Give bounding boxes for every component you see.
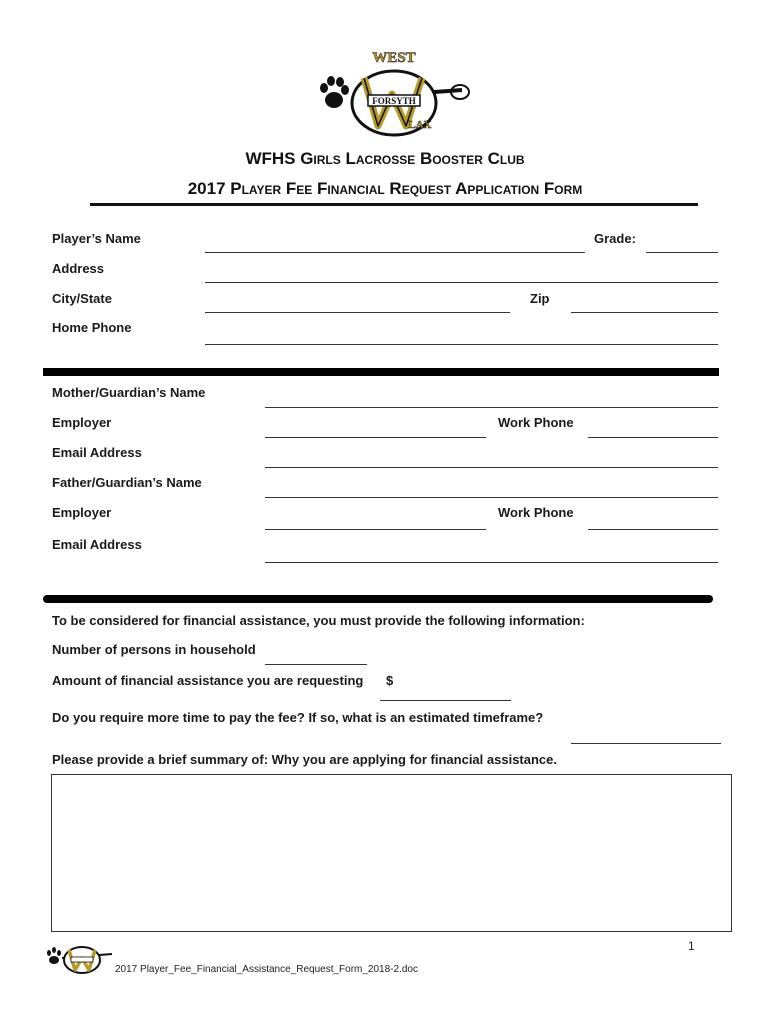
- employer-1-label: Employer: [52, 415, 112, 430]
- form-title-line1: WFHS Girls Lacrosse Booster Club: [245, 149, 525, 168]
- address-label: Address: [52, 261, 105, 276]
- section-divider: [43, 368, 719, 376]
- email-address-2-field[interactable]: [265, 562, 718, 563]
- home-phone-label: Home Phone: [52, 320, 132, 335]
- mother-guardian-name-field[interactable]: [265, 407, 718, 408]
- dollar-sign: $: [386, 673, 394, 688]
- work-phone-2-label: Work Phone: [498, 505, 574, 520]
- page-number: 1: [688, 939, 695, 953]
- email-address-2-label: Email Address: [52, 537, 142, 552]
- footer-logo-graphic: [44, 936, 116, 976]
- players-name-field[interactable]: [205, 252, 585, 253]
- summary-prompt: Please provide a brief summary of: Why you are applying for financial assistance.: [52, 752, 557, 767]
- household-size-label: Number of persons in household: [52, 642, 256, 657]
- players-name-label: Player’s Name: [52, 231, 141, 246]
- section-divider: [43, 595, 713, 603]
- grade-field[interactable]: [646, 252, 718, 253]
- father-guardian-name-field[interactable]: [265, 497, 718, 498]
- form-title-line2: 2017 Player Fee Financial Request Application Form: [187, 179, 583, 198]
- summary-textbox[interactable]: [51, 774, 732, 932]
- mother-guardian-name-label: Mother/Guardian’s Name: [52, 385, 206, 400]
- address-field[interactable]: [205, 282, 718, 283]
- employer-2-field[interactable]: [265, 529, 486, 530]
- employer-1-field[interactable]: [265, 437, 486, 438]
- work-phone-2-field[interactable]: [588, 529, 718, 530]
- email-address-1-label: Email Address: [52, 445, 142, 460]
- logo-arc-text: WEST: [372, 50, 416, 66]
- title-underline: [90, 203, 698, 206]
- work-phone-1-field[interactable]: [588, 437, 718, 438]
- city-state-field[interactable]: [205, 312, 510, 313]
- grade-label: Grade:: [594, 231, 636, 246]
- city-state-label: City/State: [52, 291, 112, 306]
- footer-filename: 2017 Player_Fee_Financial_Assistance_Request_Form_2018-2.doc: [115, 964, 418, 975]
- household-size-field[interactable]: [265, 664, 367, 665]
- logo-graphic: [312, 48, 474, 140]
- more-time-question: Do you require more time to pay the fee? If so, what is an estimated timeframe?: [52, 710, 544, 725]
- work-phone-1-label: Work Phone: [498, 415, 574, 430]
- amount-requested-field[interactable]: [380, 700, 511, 701]
- zip-field[interactable]: [571, 312, 718, 313]
- logo-band-text: FORSYTH: [372, 96, 416, 106]
- logo-bottom-text: LAX: [408, 119, 432, 131]
- footer-logo: [44, 936, 116, 976]
- home-phone-field[interactable]: [205, 344, 718, 345]
- employer-2-label: Employer: [52, 505, 112, 520]
- email-address-1-field[interactable]: [265, 467, 718, 468]
- timeframe-field[interactable]: [571, 743, 721, 744]
- zip-label: Zip: [530, 291, 550, 306]
- amount-requested-label: Amount of financial assistance you are requesting: [52, 673, 364, 688]
- father-guardian-name-label: Father/Guardian’s Name: [52, 475, 202, 490]
- club-logo: [312, 48, 474, 140]
- assistance-intro: To be considered for financial assistance, you must provide the following information:: [52, 613, 585, 628]
